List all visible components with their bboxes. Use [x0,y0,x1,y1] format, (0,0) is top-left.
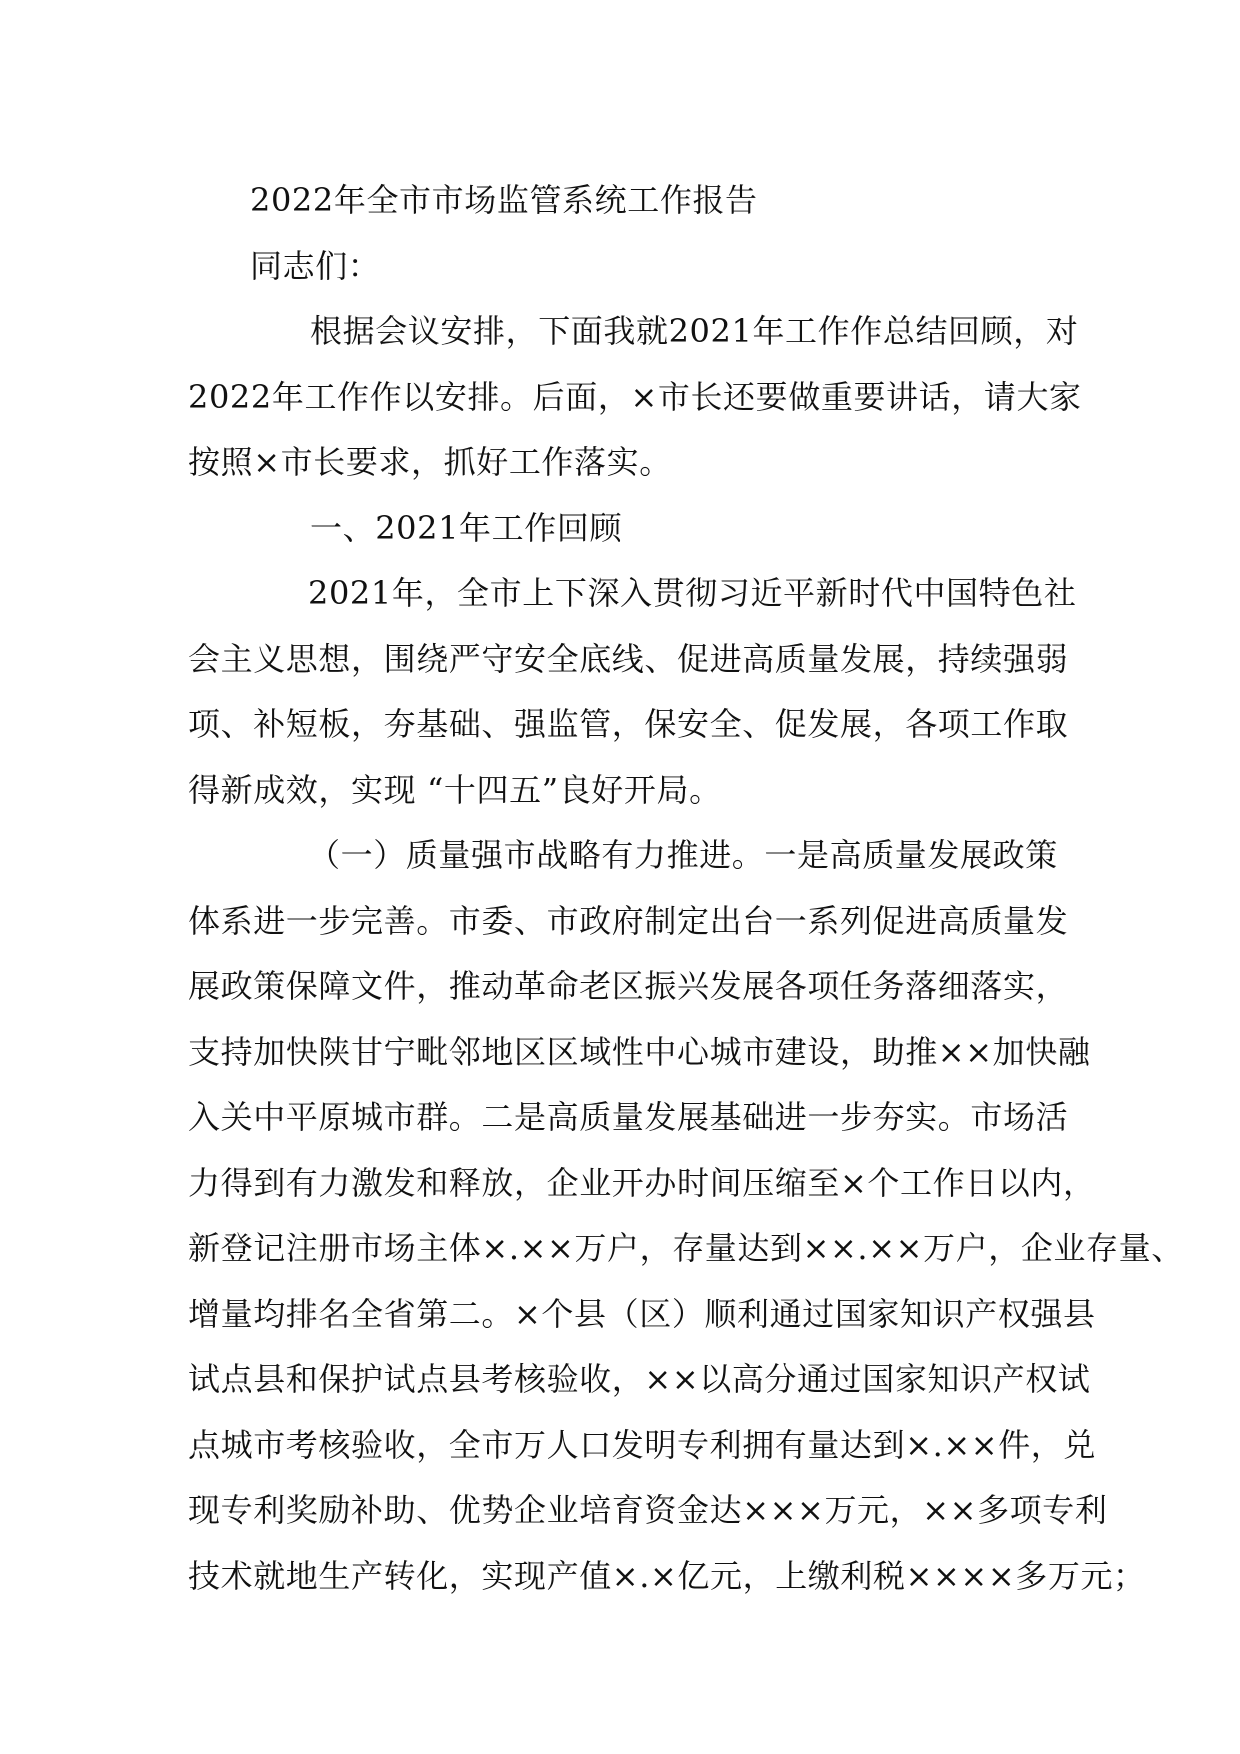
paragraph-line: 2022年工作作以安排。后面，×市长还要做重要讲话，请大家 [188,377,1082,416]
paragraph-line: 得新成效，实现 “十四五”良好开局。 [188,770,722,809]
subsection-paragraph-line: （一）质量强市战略有力推进。一是高质量发展政策 [308,836,1058,874]
paragraph-line: 新登记注册市场主体×.××万户，存量达到××.××万户，企业存量、 [188,1229,1184,1267]
paragraph-line: 按照×市长要求，抓好工作落实。 [188,443,672,481]
paragraph-line: 2021年，全市上下深入贯彻习近平新时代中国特色社 [308,574,1077,612]
document-body [188,168,1184,1609]
paragraph-line: 根据会议安排，下面我就2021年工作作总结回顾，对 [310,312,1079,350]
salutation: 同志们： [250,246,381,285]
paragraph-line: 力得到有力激发和释放，企业开办时间压缩至×个工作日以内， [188,1163,1096,1202]
paragraph-line: 展政策保障文件，推动革命老区振兴发展各项任务落细落实， [188,967,1069,1005]
section-heading: 一、2021年工作回顾 [310,508,623,547]
paragraph-line: 增量均排名全省第二。×个县（区）顺利通过国家知识产权强县 [188,1294,1096,1333]
paragraph-line: 技术就地生产转化，实现产值×.×亿元，上缴利税××××多万元； [188,1556,1146,1595]
paragraph-line: 项、补短板，夯基础、强监管，保安全、促发展，各项工作取 [188,705,1069,743]
paragraph-line: 现专利奖励补助、优势企业培育资金达×××万元，××多项专利 [188,1491,1108,1529]
paragraph-line: 体系进一步完善。市委、市政府制定出台一系列促进高质量发 [188,901,1069,940]
paragraph-line: 点城市考核验收，全市万人口发明专利拥有量达到×.××件，兑 [188,1425,1097,1464]
paragraph-line: 支持加快陕甘宁毗邻地区区域性中心城市建设，助推××加快融 [188,1032,1091,1071]
document-title: 2022年全市市场监管系统工作报告 [250,181,758,219]
paragraph-line: 会主义思想，围绕严守安全底线、促进高质量发展，持续强弱 [188,639,1069,678]
paragraph-line: 试点县和保护试点县考核验收，××以高分通过国家知识产权试 [188,1360,1091,1398]
paragraph-line: 入关中平原城市群。二是高质量发展基础进一步夯实。市场活 [188,1098,1069,1136]
